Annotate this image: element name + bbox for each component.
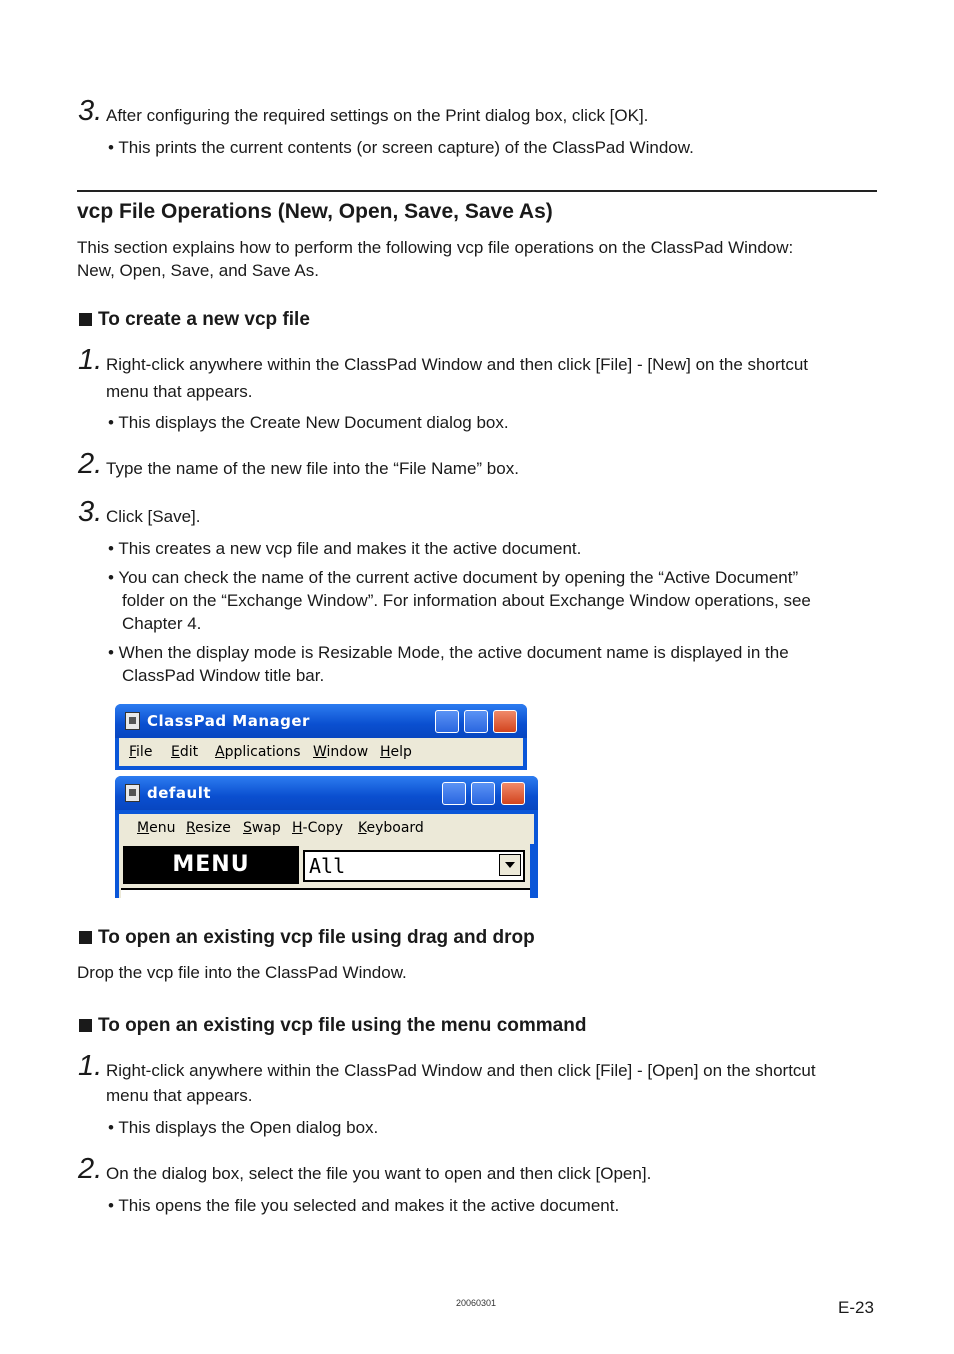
document-title-bar: [115, 776, 538, 810]
step-text: menu that appears.: [106, 382, 253, 401]
bullet-text: ClassPad Window title bar.: [122, 666, 325, 685]
square-bullet-icon: [79, 313, 92, 326]
bullet-text: folder on the “Exchange Window”. For information about Exchange Window operations, see: [122, 591, 811, 610]
close-button[interactable]: [501, 782, 525, 805]
step-text: Right-click anywhere within the ClassPad Window and then click [File] - [New] on the shortcut: [106, 355, 809, 374]
subheading-new: To create a new vcp file: [79, 308, 310, 332]
menu-help[interactable]: Help: [380, 744, 412, 760]
step-text: Right-click anywhere within the ClassPad Window and then click [File] - [Open] on the shortcut: [106, 1061, 816, 1080]
step-number: 2.: [78, 1153, 103, 1185]
close-button[interactable]: [493, 710, 517, 733]
menu-resize[interactable]: Resize: [186, 820, 231, 836]
bullet-text: • You can check the name of the current active document by opening the “Active Document”: [108, 568, 799, 587]
page-number: E-23: [838, 1298, 874, 1317]
footer-code: 20060301: [456, 1298, 497, 1308]
square-bullet-icon: [79, 1019, 92, 1032]
manager-title: ClassPad Manager: [147, 712, 310, 730]
step-text: Type the name of the new file into the “File Name” box.: [106, 459, 519, 478]
step-text: Click [Save].: [106, 507, 201, 526]
app-combo-box[interactable]: [303, 850, 525, 882]
menu-menu[interactable]: Menu: [137, 820, 176, 836]
bullet-text: Chapter 4.: [122, 614, 202, 633]
bullet-text: • This opens the file you selected and makes it the active document.: [108, 1196, 620, 1215]
step-number: 3.: [78, 496, 103, 528]
intro-text: This section explains how to perform the following vcp file operations on the ClassPad Window:: [77, 238, 794, 257]
document-icon: [125, 712, 140, 730]
manager-window: [115, 704, 527, 770]
document-menu-bar: [119, 814, 534, 844]
menu-swap[interactable]: Swap: [243, 820, 281, 836]
combo-value: All: [309, 854, 346, 878]
minimize-button[interactable]: [442, 782, 466, 805]
menu-file[interactable]: File: [129, 744, 153, 760]
menu-hcopy[interactable]: H-Copy: [292, 820, 344, 836]
menu-keyboard[interactable]: Keyboard: [358, 820, 424, 836]
step-text: After configuring the required settings on the Print dialog box, click [OK].: [106, 106, 649, 125]
document-window: [115, 776, 538, 898]
step-text: menu that appears.: [106, 1086, 253, 1105]
intro-text: New, Open, Save, and Save As.: [77, 261, 319, 280]
manager-menu-bar: [119, 738, 523, 766]
step-text: On the dialog box, select the file you want to open and then click [Open].: [106, 1164, 652, 1183]
bullet-text: • When the display mode is Resizable Mode, the active document name is displayed in the: [108, 643, 789, 662]
document-content-area[interactable]: [121, 888, 530, 898]
maximize-button[interactable]: [464, 710, 488, 733]
body-text: Drop the vcp file into the ClassPad Window.: [77, 963, 407, 982]
step-number: 1.: [78, 1050, 103, 1082]
section-divider: [77, 190, 877, 192]
menu-applications[interactable]: Applications: [215, 744, 301, 760]
subheading-drag-drop: To open an existing vcp file using drag and drop: [79, 926, 535, 950]
document-icon: [125, 784, 140, 802]
subheading-menu-command: To open an existing vcp file using the menu command: [79, 1014, 586, 1038]
menu-window[interactable]: Window: [313, 744, 369, 760]
menu-edit[interactable]: Edit: [171, 744, 199, 760]
document-title: default: [147, 784, 212, 802]
chevron-down-icon[interactable]: [499, 854, 521, 876]
step-number: 2.: [78, 448, 103, 480]
step-number: 1.: [78, 344, 103, 376]
bullet-text: • This displays the Create New Document dialog box.: [108, 413, 509, 432]
manager-title-bar: [115, 704, 527, 738]
bullet-text: • This prints the current contents (or screen capture) of the ClassPad Window.: [108, 138, 694, 157]
bullet-text: • This displays the Open dialog box.: [108, 1118, 379, 1137]
step-number: 3.: [78, 95, 103, 127]
square-bullet-icon: [79, 931, 92, 944]
menu-button[interactable]: MENU: [123, 846, 299, 884]
section-title: vcp File Operations (New, Open, Save, Save As): [77, 200, 553, 223]
classpad-screenshot: [115, 704, 538, 898]
minimize-button[interactable]: [435, 710, 459, 733]
maximize-button[interactable]: [471, 782, 495, 805]
bullet-text: • This creates a new vcp file and makes it the active document.: [108, 539, 582, 558]
